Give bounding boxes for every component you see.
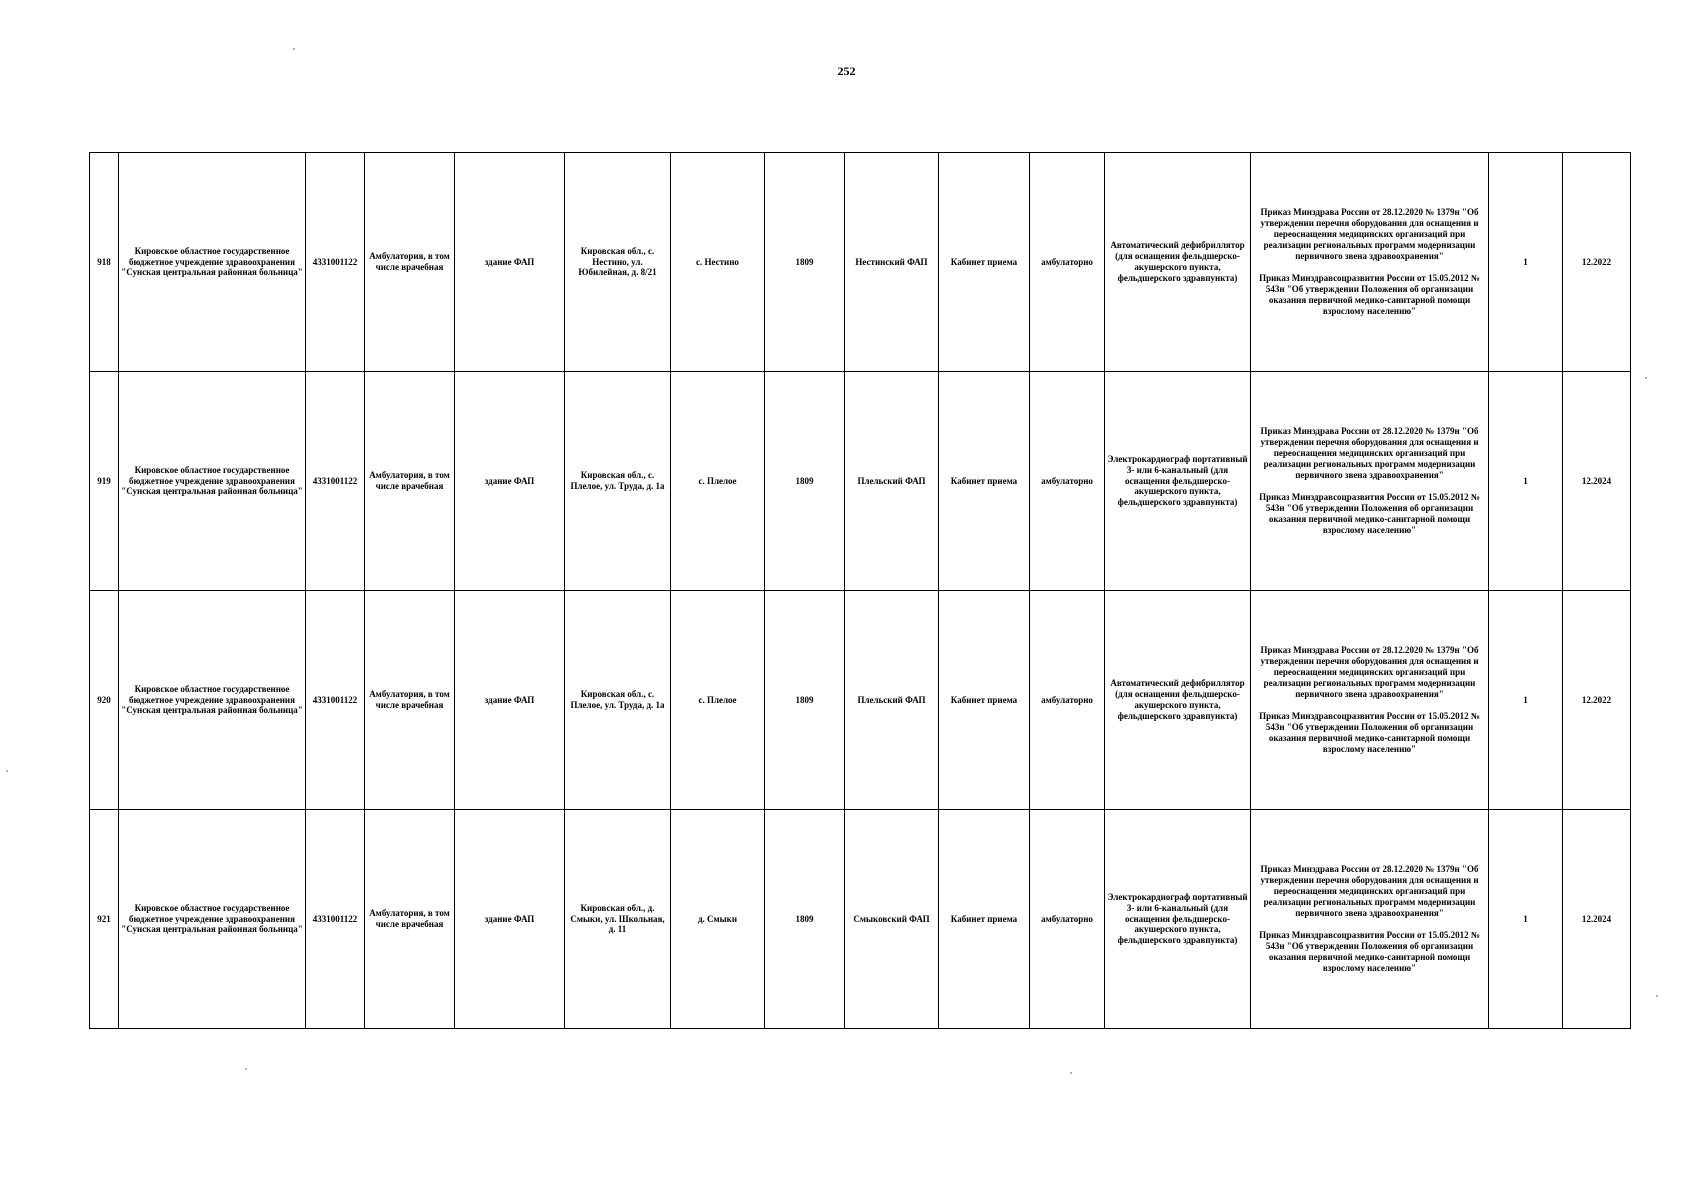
unit-name: Плельский ФАП xyxy=(845,372,939,591)
delivery-date: 12.2022 xyxy=(1563,591,1631,810)
building-type: здание ФАП xyxy=(455,810,565,1029)
inn: 4331001122 xyxy=(306,810,365,1029)
scan-speck xyxy=(293,48,295,50)
regulatory-basis xyxy=(1251,372,1489,591)
order-543n: Приказ Минздравсоцразвития России от 15.05.2012 № 543н "Об утверждении Положения об организации оказания первичной медико-санитарной помощи взрослому населению" xyxy=(1259,273,1480,316)
scan-speck xyxy=(245,1068,247,1070)
institution-name: Кировское областное государственное бюджетное учреждение здравоохранения "Сунская центральная районная больница" xyxy=(119,372,306,591)
address: Кировская обл., с. Плелое, ул. Труда, д. 1а xyxy=(565,372,671,591)
row-number: 920 xyxy=(90,591,119,810)
settlement: д. Смыки xyxy=(671,810,765,1029)
scan-speck xyxy=(1070,1072,1072,1074)
code: 1809 xyxy=(765,591,845,810)
institution-name: Кировское областное государственное бюджетное учреждение здравоохранения "Сунская центральная районная больница" xyxy=(119,810,306,1029)
facility-type: Амбулатория, в том числе врачебная xyxy=(365,372,455,591)
quantity: 1 xyxy=(1489,153,1563,372)
order-1379n: Приказ Минздрава России от 28.12.2020 № 1379н "Об утверждении перечня оборудования для оснащения и переоснащения медицинских организаций при реализации региональных программ модернизации первичного звена здравоохранения" xyxy=(1260,426,1479,480)
scan-speck xyxy=(6,770,8,772)
unit-name: Плельский ФАП xyxy=(845,591,939,810)
table-row xyxy=(90,153,1631,372)
room: Кабинет приема xyxy=(939,591,1030,810)
settlement: с. Плелое xyxy=(671,372,765,591)
delivery-date: 12.2024 xyxy=(1563,372,1631,591)
order-1379n: Приказ Минздрава России от 28.12.2020 № 1379н "Об утверждении перечня оборудования для оснащения и переоснащения медицинских организаций при реализации региональных программ модернизации первичного звена здравоохранения" xyxy=(1260,645,1479,699)
inn: 4331001122 xyxy=(306,153,365,372)
scan-speck xyxy=(1656,995,1658,997)
room: Кабинет приема xyxy=(939,153,1030,372)
row-number: 921 xyxy=(90,810,119,1029)
care-mode: амбулаторно xyxy=(1030,372,1105,591)
inn: 4331001122 xyxy=(306,591,365,810)
page-number: 252 xyxy=(837,64,856,78)
regulatory-basis xyxy=(1251,810,1489,1029)
code: 1809 xyxy=(765,372,845,591)
facility-type: Амбулатория, в том числе врачебная xyxy=(365,810,455,1029)
table-row xyxy=(90,810,1631,1029)
order-1379n: Приказ Минздрава России от 28.12.2020 № 1379н "Об утверждении перечня оборудования для оснащения и переоснащения медицинских организаций при реализации региональных программ модернизации первичного звена здравоохранения" xyxy=(1260,864,1479,918)
building-type: здание ФАП xyxy=(455,591,565,810)
delivery-date: 12.2024 xyxy=(1563,810,1631,1029)
code: 1809 xyxy=(765,153,845,372)
equipment-name: Электрокардиограф портативный 3- или 6-канальный (для оснащения фельдшерско-акушерского пункта, фельдшерского здравпункта) xyxy=(1105,810,1251,1029)
order-543n: Приказ Минздравсоцразвития России от 15.05.2012 № 543н "Об утверждении Положения об организации оказания первичной медико-санитарной помощи взрослому населению" xyxy=(1259,711,1480,754)
order-543n: Приказ Минздравсоцразвития России от 15.05.2012 № 543н "Об утверждении Положения об организации оказания первичной медико-санитарной помощи взрослому населению" xyxy=(1259,930,1480,973)
order-1379n: Приказ Минздрава России от 28.12.2020 № 1379н "Об утверждении перечня оборудования для оснащения и переоснащения медицинских организаций при реализации региональных программ модернизации первичного звена здравоохранения" xyxy=(1260,207,1479,261)
address: Кировская обл., с. Нестино, ул. Юбилейная, д. 8/21 xyxy=(565,153,671,372)
room: Кабинет приема xyxy=(939,372,1030,591)
unit-name: Нестинский ФАП xyxy=(845,153,939,372)
care-mode: амбулаторно xyxy=(1030,810,1105,1029)
row-number: 919 xyxy=(90,372,119,591)
institution-name: Кировское областное государственное бюджетное учреждение здравоохранения "Сунская центральная районная больница" xyxy=(119,591,306,810)
regulatory-basis xyxy=(1251,591,1489,810)
care-mode: амбулаторно xyxy=(1030,153,1105,372)
settlement: с. Плелое xyxy=(671,591,765,810)
regulatory-basis xyxy=(1251,153,1489,372)
equipment-name: Автоматический дефибриллятор (для оснащения фельдшерско-акушерского пункта, фельдшерского здравпункта) xyxy=(1105,153,1251,372)
code: 1809 xyxy=(765,810,845,1029)
unit-name: Смыковский ФАП xyxy=(845,810,939,1029)
quantity: 1 xyxy=(1489,372,1563,591)
building-type: здание ФАП xyxy=(455,153,565,372)
facility-type: Амбулатория, в том числе врачебная xyxy=(365,153,455,372)
address: Кировская обл., д. Смыки, ул. Школьная, д. 11 xyxy=(565,810,671,1029)
row-number: 918 xyxy=(90,153,119,372)
order-543n: Приказ Минздравсоцразвития России от 15.05.2012 № 543н "Об утверждении Положения об организации оказания первичной медико-санитарной помощи взрослому населению" xyxy=(1259,492,1480,535)
room: Кабинет приема xyxy=(939,810,1030,1029)
delivery-date: 12.2022 xyxy=(1563,153,1631,372)
table-row xyxy=(90,372,1631,591)
building-type: здание ФАП xyxy=(455,372,565,591)
quantity: 1 xyxy=(1489,591,1563,810)
equipment-name: Автоматический дефибриллятор (для оснащения фельдшерско-акушерского пункта, фельдшерского здравпункта) xyxy=(1105,591,1251,810)
scan-speck xyxy=(1645,377,1647,379)
facility-type: Амбулатория, в том числе врачебная xyxy=(365,591,455,810)
equipment-registry-table xyxy=(89,152,1631,1029)
institution-name: Кировское областное государственное бюджетное учреждение здравоохранения "Сунская центральная районная больница" xyxy=(119,153,306,372)
care-mode: амбулаторно xyxy=(1030,591,1105,810)
equipment-name: Электрокардиограф портативный 3- или 6-канальный (для оснащения фельдшерско-акушерского пункта, фельдшерского здравпункта) xyxy=(1105,372,1251,591)
settlement: с. Нестино xyxy=(671,153,765,372)
quantity: 1 xyxy=(1489,810,1563,1029)
table-row xyxy=(90,591,1631,810)
address: Кировская обл., с. Плелое, ул. Труда, д. 1а xyxy=(565,591,671,810)
inn: 4331001122 xyxy=(306,372,365,591)
